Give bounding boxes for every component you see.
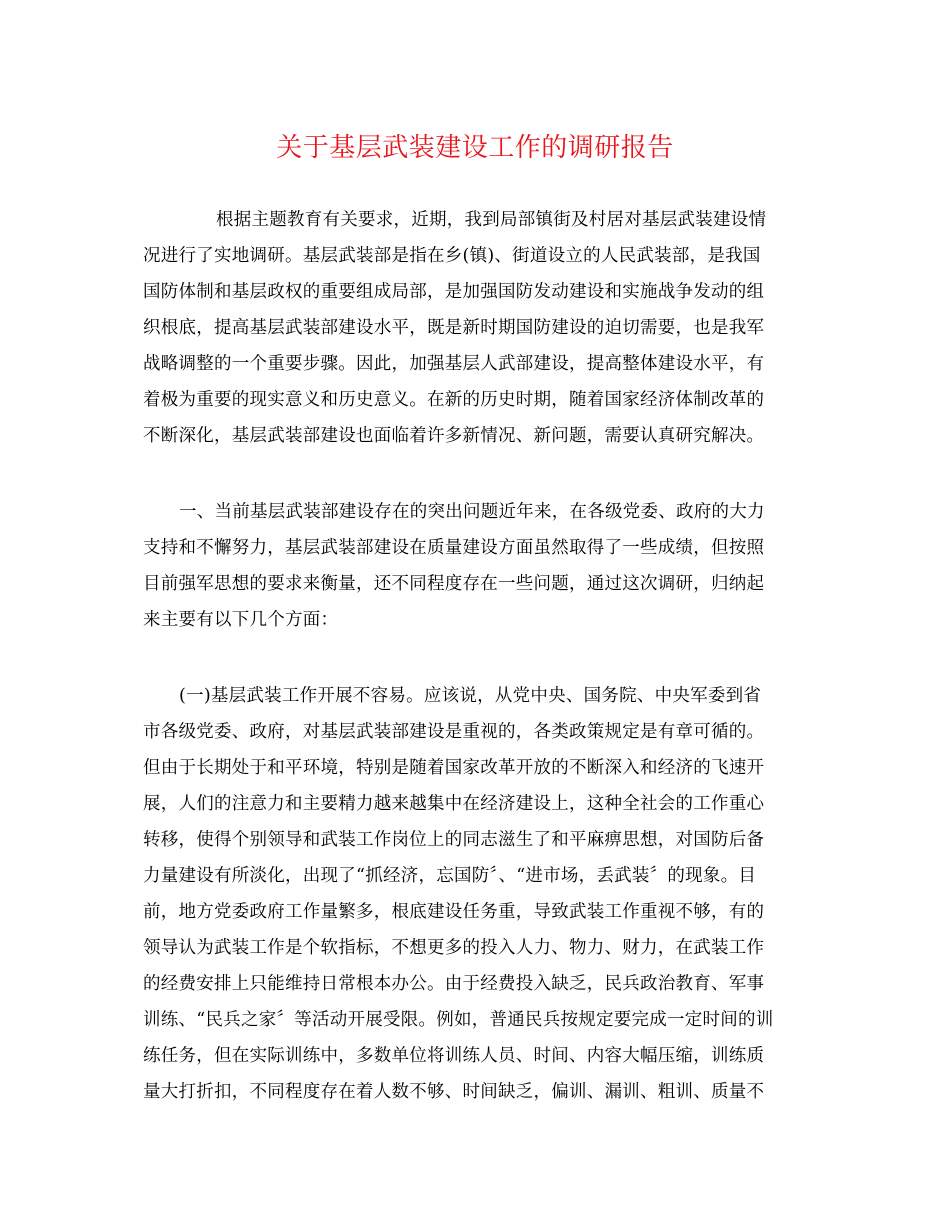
- paragraph-3-line-3: 但由于长期处于和平环境，特别是随着国家改革开放的不断深入和经济的飞速开: [143, 758, 765, 778]
- paragraph-1-line-4: 织根底，提高基层武装部建设水平，既是新时期国防建设的迫切需要，也是我军: [143, 318, 765, 338]
- paragraph-3-line-12: 量大打折扣，不同程度存在着人数不够、时间缺乏，偏训、漏训、粗训、质量不: [143, 1082, 765, 1102]
- paragraph-1-line-3: 国防体制和基层政权的重要组成局部，是加强国防发动建设和实施战争发动的组: [143, 282, 765, 302]
- paragraph-3-line-11: 练任务，但在实际训练中，多数单位将训练人员、时间、内容大幅压缩，训练质: [143, 1046, 765, 1066]
- paragraph-1-line-7: 不断深化，基层武装部建设也面临着许多新情况、新问题，需要认真研究解决。: [143, 426, 765, 446]
- paragraph-3-line-5: 转移，使得个别领导和武装工作岗位上的同志滋生了和平麻痹思想，对国防后备: [143, 830, 765, 850]
- paragraph-3-line-10: 训练、“民兵之家〞等活动开展受限。例如，普通民兵按规定要完成一定时间的训: [143, 1010, 774, 1030]
- paragraph-3-line-6: 力量建设有所淡化，出现了“抓经济，忘国防〞、“进市场，丢武装〞的现象。目: [143, 866, 757, 886]
- paragraph-3-line-1: (一)基层武装工作开展不容易。应该说，从党中央、国务院、中央军委到省: [179, 686, 762, 706]
- paragraph-1-line-1: 根据主题教育有关要求，近期，我到局部镇街及村居对基层武装建设情: [216, 210, 767, 230]
- paragraph-1-line-2: 况进行了实地调研。基层武装部是指在乡(镇)、街道设立的人民武装部，是我国: [143, 246, 761, 266]
- paragraph-2-line-4: 来主要有以下几个方面：: [143, 610, 339, 630]
- paragraph-3-line-7: 前，地方党委政府工作量繁多，根底建设任务重，导致武装工作重视不够，有的: [143, 902, 765, 922]
- paragraph-2-line-1: 一、当前基层武装部建设存在的突出问题近年来，在各级党委、政府的大力: [179, 502, 765, 522]
- paragraph-2-line-2: 支持和不懈努力，基层武装部建设在质量建设方面虽然取得了一些成绩，但按照: [143, 538, 765, 558]
- paragraph-3-line-9: 的经费安排上只能维持日常根本办公。由于经费投入缺乏，民兵政治教育、军事: [143, 974, 765, 994]
- paragraph-2-line-3: 目前强军思想的要求来衡量，还不同程度存在一些问题，通过这次调研，归纳起: [143, 574, 765, 594]
- paragraph-3-line-2: 市各级党委、政府，对基层武装部建设是重视的，各类政策规定是有章可循的。: [143, 722, 765, 742]
- paragraph-1-line-6: 着极为重要的现实意义和历史意义。在新的历史时期，随着国家经济体制改革的: [143, 390, 765, 410]
- paragraph-3-line-8: 领导认为武装工作是个软指标，不想更多的投入人力、物力、财力，在武装工作: [143, 938, 765, 958]
- paragraph-1-line-5: 战略调整的一个重要步骤。因此，加强基层人武部建设，提高整体建设水平，有: [143, 354, 765, 374]
- document-title: 关于基层武装建设工作的调研报告: [276, 133, 674, 163]
- paragraph-3-line-4: 展，人们的注意力和主要精力越来越集中在经济建设上，这种全社会的工作重心: [143, 794, 765, 814]
